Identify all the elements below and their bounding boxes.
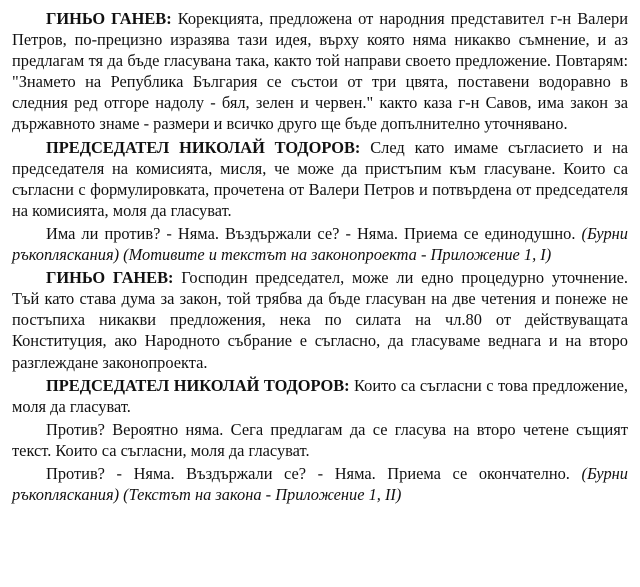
speaker-name: ГИНЬО ГАНЕВ: (46, 9, 172, 28)
paragraph-1 (12, 8, 628, 135)
paragraph-text: Против? Вероятно няма. Сега предлагам да се гласува на второ четене същият текст. Които са съгласни, моля да гласуват. (12, 419, 628, 460)
paragraph-text: След като имаме съгласието и на председателя на комисията, мисля, че може да пристъпим към гласуване. Които са съгласни с формулировката, прочетена от Валери Петров и потвърдена от председателя на комисията, моля да гласуват. (12, 137, 629, 220)
speaker-name: ПРЕДСЕДАТЕЛ НИКОЛАЙ ТОДОРОВ: (46, 375, 350, 395)
paragraph-text: Които са съгласни с това предложение, моля да гласуват. (12, 375, 629, 416)
paragraph-4 (12, 267, 628, 372)
paragraph-6 (12, 419, 628, 461)
paragraph-2 (12, 137, 628, 221)
paragraph-3 (12, 223, 628, 265)
speaker-name: ГИНЬО ГАНЕВ: (46, 268, 174, 288)
paragraph-7 (12, 463, 628, 505)
paragraph-text: Против? - Няма. Въздържали се? - Няма. Приема се окончателно. (46, 463, 582, 483)
paragraph-text: Господин председател, може ли едно процедурно уточнение. Тъй като става дума за закон, той трябва да бъде гласуван на две четения и понеже не постъпиха никакви предложения, нека по силата на чл.80 от действуващата Конституция, ако Народното събрание е съгласно, да гласуваме веднага и на второ разглеждане законопроекта. (12, 268, 628, 372)
paragraph-text: Корекцията, предложена от народния представител г-н Валери Петров, по-прецизно изразява тази идея, върху която няма никакво съмнение, и аз предлагам тя да бъде гласувана така, както той направи своето предложение. Повтарям: "Знамето на Република България се състои от три цвята, поставени водоравно в следния ред отгоре надолу - бял, зелен и червен." както каза г-н Савов, има закон за държавното знаме - размери и всичко друго ще бъде допълнително уточнявано. (12, 9, 628, 134)
paragraph-text: Има ли против? - Няма. Въздържали се? - Няма. Приема се единодушно. (46, 223, 582, 243)
stage-direction: (Бурни ръкопляскания) (Текстът на закона - Приложение 1, II) (12, 463, 628, 505)
paragraph-5 (12, 375, 628, 417)
stage-direction: (Бурни ръкопляскания) (Мотивите и текстът на законопроекта - Приложение 1, I) (12, 223, 628, 265)
speaker-name: ПРЕДСЕДАТЕЛ НИКОЛАЙ ТОДОРОВ: (46, 137, 361, 157)
